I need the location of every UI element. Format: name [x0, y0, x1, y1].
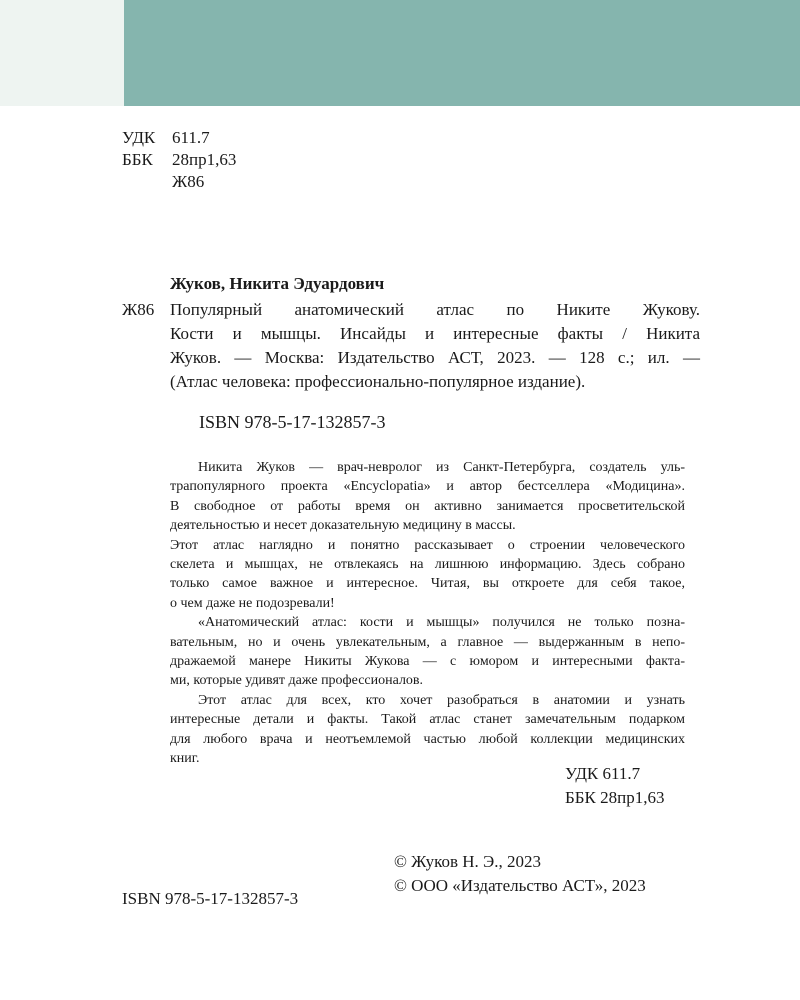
- author-mark-header: Ж86: [172, 172, 205, 191]
- author-mark-record: Ж86: [122, 300, 155, 319]
- annotation-line: о чем даже не подозревали!: [170, 595, 335, 611]
- annotation-line: для любого врача и неотъемлемой частью любой коллекции медицинских: [170, 731, 685, 747]
- udk-code-right: УДК 611.7: [565, 764, 641, 783]
- annotation-line: Никита Жуков — врач-невролог из Санкт-Петербурга, создатель уль-: [198, 460, 685, 475]
- copyright-publisher: © ООО «Издательство АСТ», 2023: [394, 876, 646, 895]
- copyright-author: © Жуков Н. Э., 2023: [394, 852, 541, 871]
- classification-codes: [565, 762, 664, 810]
- bbk-value: 28пр1,63: [172, 150, 237, 169]
- annotation-line: книг.: [170, 751, 200, 767]
- annotation-line: В свободное от работы время он активно занимается просветительской: [170, 498, 685, 514]
- annotation-line: «Анатомический атлас: кости и мышцы» получился не только позна-: [198, 615, 685, 631]
- bbk-label: ББК: [122, 150, 153, 169]
- annotation-line: вательным, но и очень увлекательным, а главное — выдержанным в непо-: [170, 634, 685, 650]
- header-color-band: [124, 0, 800, 106]
- author-heading: Жуков, Никита Эдуардович: [170, 274, 385, 293]
- annotation-line: только самое важное и интересное. Читая, вы откроете для себя такое,: [170, 576, 685, 592]
- bbk-line: [122, 148, 236, 172]
- bibliographic-record: [170, 298, 700, 394]
- record-line: Популярный анатомический атлас по Никите Жукову.: [170, 300, 700, 319]
- annotation: [170, 458, 685, 769]
- annotation-line: ми, которые удивят даже профессионалов.: [170, 673, 424, 689]
- annotation-line: деятельностью и несет доказательную медицину в массы.: [170, 518, 516, 534]
- udk-line: [122, 126, 210, 150]
- bbk-code-right: ББК 28пр1,63: [565, 788, 665, 807]
- record-line: Жуков. — Москва: Издательство АСТ, 2023. — 128 с.; ил. —: [170, 348, 700, 367]
- annotation-line: трапопулярного проекта «Encyclopatia» и автор бестселлера «Модицина».: [170, 479, 685, 495]
- annotation-line: Этот атлас наглядно и понятно рассказывает о строении человеческого: [170, 537, 685, 553]
- copyright-block: [394, 850, 646, 898]
- annotation-line: скелета и мышцах, не отвлекаясь на лишнюю информацию. Здесь собрано: [170, 557, 685, 573]
- record-line: Кости и мышцы. Инсайды и интересные факты / Никита: [170, 324, 700, 343]
- isbn-bottom: ISBN 978-5-17-132857-3: [122, 889, 299, 908]
- header-band-left: [0, 0, 124, 106]
- annotation-line: дражаемой манере Никиты Жукова — с юмором и интересными факта-: [170, 654, 685, 670]
- isbn-main: ISBN 978-5-17-132857-3: [199, 412, 386, 432]
- annotation-line: Этот атлас для всех, кто хочет разобраться в анатомии и узнать: [198, 692, 685, 708]
- udk-value: 611.7: [172, 128, 210, 147]
- record-line: (Атлас человека: профессионально-популярное издание).: [170, 372, 586, 391]
- udk-label: УДК: [122, 128, 156, 147]
- annotation-line: интересные детали и факты. Такой атлас станет замечательным подарком: [170, 712, 685, 728]
